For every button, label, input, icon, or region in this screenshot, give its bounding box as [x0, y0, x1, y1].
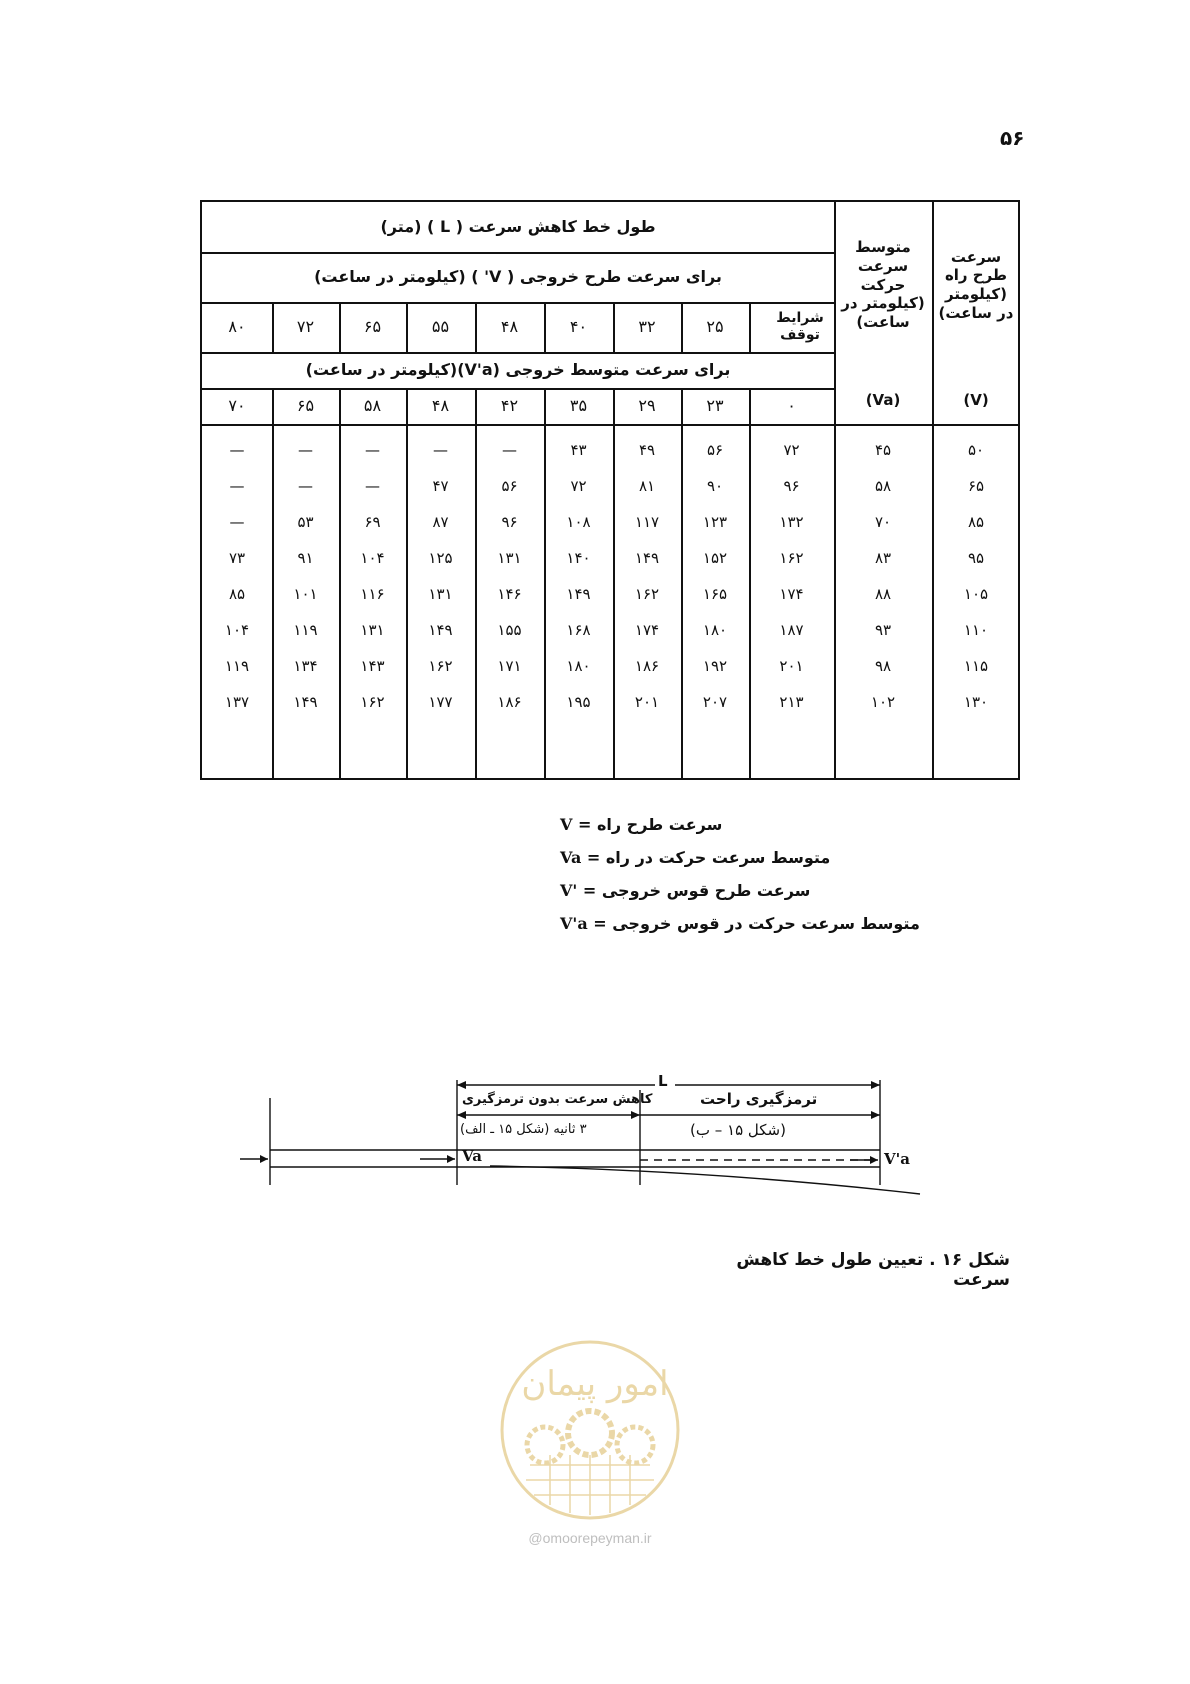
- length-cell: ۹۶: [783, 476, 800, 495]
- length-cell: —: [365, 476, 380, 495]
- length-cell: ۱۱۶: [360, 584, 385, 603]
- avg-speed-cell: ۷۰: [874, 512, 892, 531]
- design-speed-cell: ۶۵: [967, 476, 985, 495]
- design-speed-cell: ۱۱۵: [963, 656, 989, 675]
- exit-avg-speed-cell: ۴۲: [500, 396, 519, 415]
- diagram-slowdown-ref: ۳ ثانیه (شکل ۱۵ ـ الف): [460, 1122, 587, 1137]
- length-cell: ۱۴۹: [566, 584, 591, 603]
- length-cell: —: [433, 440, 448, 459]
- length-cell: —: [229, 512, 245, 531]
- table-header-exit-avg-speed: برای سرعت متوسط خروجی (V'a)(کیلومتر در ساعت): [305, 360, 731, 379]
- length-cell: ۱۰۱: [293, 584, 318, 603]
- length-cell: ۷۲: [570, 476, 587, 495]
- length-cell: ۱۳۷: [224, 692, 250, 711]
- length-cell: ۴۹: [638, 440, 656, 459]
- avg-speed-cell: ۹۸: [874, 656, 892, 675]
- length-cell: ۱۰۴: [224, 620, 250, 639]
- grid-vline: [681, 302, 683, 352]
- length-cell: ۱۴۹: [293, 692, 318, 711]
- length-cell: —: [298, 440, 313, 459]
- diagram-slowdown-label: کاهش سرعت بدون ترمزگیری: [462, 1092, 653, 1107]
- length-cell: ۱۸۶: [497, 692, 522, 711]
- length-cell: —: [365, 440, 380, 459]
- length-cell: ۱۲۵: [428, 548, 453, 567]
- watermark: [490, 1335, 690, 1555]
- design-speed-cell: ۱۳۰: [963, 692, 989, 711]
- diagram-braking-label: ترمزگیری راحت: [700, 1090, 818, 1108]
- length-cell: ۴۷: [432, 476, 449, 495]
- length-cell: ۱۷۷: [428, 692, 453, 711]
- length-cell: ۸۷: [432, 512, 449, 531]
- legend-equals: =: [587, 914, 613, 933]
- grid-vline: [475, 302, 477, 352]
- length-cell: ۱۱۹: [224, 656, 250, 675]
- length-cell: ۵۶: [706, 440, 724, 459]
- exit-design-speed-cell: ۵۵: [431, 317, 450, 336]
- length-cell: ۱۲۳: [702, 512, 728, 531]
- exit-design-speed-cell: ۴۰: [569, 317, 588, 336]
- length-cell: ۱۴۹: [634, 548, 660, 567]
- legend-symbol: V': [560, 881, 578, 900]
- length-cell: ۱۶۲: [360, 692, 385, 711]
- table-header-avg-speed: متوسط سرعت حرکت (کیلومتر در ساعت): [841, 238, 925, 332]
- design-speed-cell: ۱۰۵: [963, 584, 989, 603]
- length-cell: ۱۷۴: [634, 620, 660, 639]
- length-cell: ۱۳۱: [497, 548, 522, 567]
- grid-hline: [202, 352, 834, 354]
- length-cell: ۲۰۱: [634, 692, 660, 711]
- length-cell: ۱۸۰: [566, 656, 591, 675]
- watermark-logo-text: امور پیمان: [521, 1364, 669, 1404]
- length-cell: ۱۸۷: [779, 620, 804, 639]
- length-cell: ۱۳۱: [428, 584, 453, 603]
- grid-hline: [202, 388, 834, 390]
- exit-avg-speed-cell: ۰: [787, 396, 796, 415]
- avg-speed-cell: ۵۸: [874, 476, 892, 495]
- grid-vline: [613, 302, 615, 352]
- deceleration-diagram: [230, 1070, 930, 1230]
- length-cell: ۱۳۲: [779, 512, 804, 531]
- length-cell: ۱۵۵: [497, 620, 522, 639]
- design-speed-cell: ۹۵: [967, 548, 985, 567]
- length-cell: ۱۶۵: [702, 584, 728, 603]
- grid-vline: [749, 302, 751, 352]
- length-cell: ۱۶۲: [634, 584, 660, 603]
- grid-vline: [339, 302, 341, 352]
- exit-avg-speed-cell: ۴۸: [431, 396, 450, 415]
- grid-hline: [202, 302, 834, 304]
- length-cell: ۱۳۱: [360, 620, 385, 639]
- grid-hline: [202, 424, 1020, 426]
- symbol-legend: [560, 815, 970, 947]
- avg-speed-cell: ۴۵: [874, 440, 892, 459]
- table-header-avg-speed-symbol: (Va): [865, 390, 901, 409]
- legend-item: [560, 881, 970, 900]
- length-cell: ۱۹۲: [702, 656, 728, 675]
- avg-speed-cell: ۱۰۲: [870, 692, 896, 711]
- length-cell: ۱۴۳: [360, 656, 385, 675]
- exit-design-speed-cell: ۸۰: [228, 317, 246, 336]
- legend-equals: =: [572, 815, 597, 834]
- length-cell: ۹۶: [501, 512, 518, 531]
- length-cell: ۷۲: [783, 440, 800, 459]
- legend-item: [560, 914, 970, 933]
- exit-avg-speed-cell: ۲۹: [638, 396, 656, 415]
- diagram-l-label: L: [658, 1072, 668, 1090]
- exit-avg-speed-cell: ۶۵: [296, 396, 315, 415]
- legend-text: سرعت طرح قوس خروجی: [601, 881, 811, 900]
- length-cell: —: [229, 476, 245, 495]
- length-cell: ۱۸۰: [702, 620, 728, 639]
- length-cell: ۲۱۳: [779, 692, 804, 711]
- length-cell: ۶۹: [364, 512, 381, 531]
- length-cell: ۱۶۲: [428, 656, 453, 675]
- legend-text: متوسط سرعت حرکت در قوس خروجی: [612, 914, 920, 933]
- length-cell: ۱۶۸: [566, 620, 591, 639]
- length-cell: ۱۳۴: [293, 656, 318, 675]
- legend-text: سرعت طرح راه: [596, 815, 723, 834]
- legend-equals: =: [577, 881, 602, 900]
- length-cell: ۱۴۰: [566, 548, 591, 567]
- avg-speed-cell: ۸۳: [874, 548, 892, 567]
- table-header-design-speed-symbol: (V): [963, 390, 989, 409]
- grid-vline: [544, 302, 546, 352]
- length-cell: ۸۱: [638, 476, 656, 495]
- exit-avg-speed-cell: ۲۳: [706, 396, 724, 415]
- figure-caption: شکل ۱۶ . تعیین طول خط کاهش سرعت: [736, 1250, 1010, 1290]
- watermark-logo: [490, 1335, 690, 1525]
- length-cell: ۱۱۹: [293, 620, 318, 639]
- length-cell: ۱۹۵: [566, 692, 591, 711]
- watermark-url: @omoorepeyman.ir: [528, 1530, 652, 1546]
- length-cell: ۷۳: [228, 548, 246, 567]
- exit-design-speed-cell: ۲۵: [706, 317, 724, 336]
- exit-design-speed-cell: ۳۲: [638, 317, 656, 336]
- length-cell: ۱۱۷: [634, 512, 660, 531]
- length-cell: —: [502, 440, 517, 459]
- page-number: ۵۶: [1000, 126, 1025, 150]
- length-cell: ۱۷۴: [779, 584, 804, 603]
- length-cell: —: [298, 476, 313, 495]
- length-cell: ۲۰۱: [779, 656, 804, 675]
- diagram-va-label: Va: [462, 1147, 482, 1165]
- legend-equals: =: [581, 848, 606, 867]
- avg-speed-cell: ۹۳: [874, 620, 892, 639]
- design-speed-cell: ۸۵: [967, 512, 985, 531]
- legend-text: متوسط سرعت حرکت در راه: [605, 848, 831, 867]
- avg-speed-cell: ۸۸: [874, 584, 892, 603]
- length-cell: ۲۰۷: [702, 692, 728, 711]
- length-cell: ۸۵: [228, 584, 246, 603]
- design-speed-cell: ۱۱۰: [963, 620, 989, 639]
- exit-design-speed-cell: ۴۸: [500, 317, 519, 336]
- length-cell: ۱۵۲: [702, 548, 728, 567]
- length-cell: ۱۴۶: [497, 584, 522, 603]
- table-header-stop-condition: شرایط توقف: [776, 309, 824, 343]
- diagram-braking-ref: (شکل ۱۵ – ب): [690, 1121, 786, 1139]
- grid-hline: [202, 252, 834, 254]
- exit-design-speed-cell: ۶۵: [363, 317, 382, 336]
- legend-symbol: V'a: [560, 914, 588, 933]
- exit-avg-speed-cell: ۳۵: [569, 396, 588, 415]
- exit-design-speed-cell: ۷۲: [296, 317, 315, 336]
- deceleration-length-table: [200, 200, 1020, 780]
- length-cell: ۱۸۶: [634, 656, 660, 675]
- legend-item: [560, 815, 970, 834]
- table-header-title: طول خط کاهش سرعت ( L ) (متر): [380, 217, 656, 236]
- length-cell: ۴۳: [570, 440, 587, 459]
- length-cell: ۱۰۸: [566, 512, 591, 531]
- exit-avg-speed-cell: ۵۸: [363, 396, 382, 415]
- legend-symbol: Va: [560, 848, 582, 867]
- length-cell: ۱۷۱: [497, 656, 522, 675]
- length-cell: ۵۶: [501, 476, 518, 495]
- length-cell: ۱۰۴: [360, 548, 385, 567]
- design-speed-cell: ۵۰: [967, 440, 985, 459]
- grid-vline: [272, 302, 274, 352]
- length-cell: ۹۰: [706, 476, 724, 495]
- diagram-va-prime-label: V'a: [884, 1150, 910, 1168]
- table-header-design-speed: سرعت طرح راه (کیلومتر در ساعت): [938, 247, 1014, 322]
- length-cell: ۹۱: [297, 548, 314, 567]
- grid-vline: [406, 302, 408, 352]
- legend-symbol: V: [560, 815, 573, 834]
- length-cell: ۱۴۹: [428, 620, 453, 639]
- length-cell: —: [229, 440, 245, 459]
- table-header-exit-design-speed: برای سرعت طرح خروجی ( V' ) (کیلومتر در ساعت): [314, 267, 722, 286]
- exit-avg-speed-cell: ۷۰: [228, 396, 246, 415]
- length-cell: ۱۶۲: [779, 548, 804, 567]
- length-cell: ۵۳: [297, 512, 314, 531]
- legend-item: [560, 848, 970, 867]
